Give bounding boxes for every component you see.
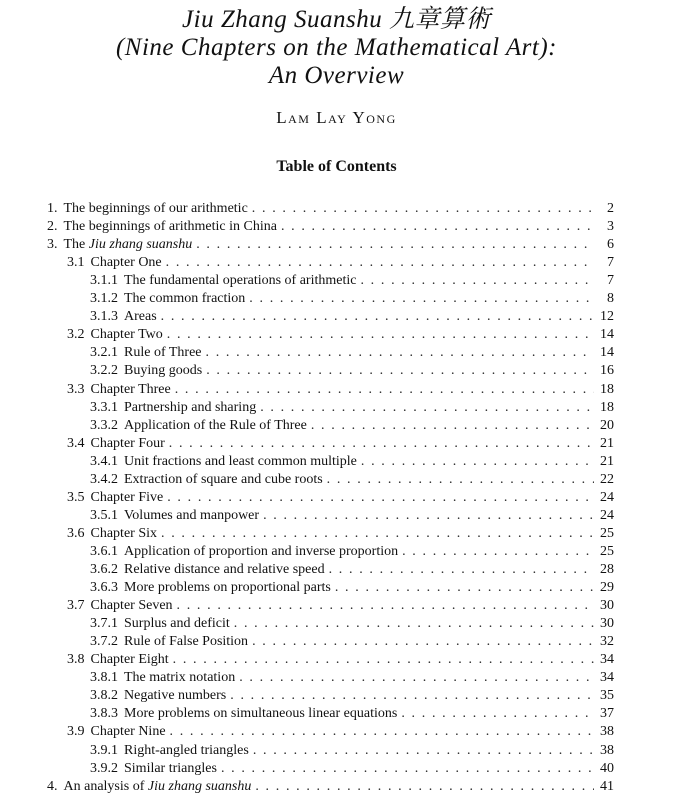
toc-entry-number: 3.1.1: [90, 273, 118, 289]
toc-leader-dots: [170, 723, 594, 741]
toc-entry[interactable]: [90, 633, 614, 651]
toc-entry-title-text: Chapter Eight: [90, 652, 169, 668]
title-line-3: An Overview: [268, 62, 405, 89]
toc-entry-number: 3.6.3: [90, 580, 118, 596]
toc-leader-dots: [234, 615, 594, 633]
toc-entry-title: [91, 254, 162, 272]
toc-entry[interactable]: [67, 489, 614, 507]
toc-leader-dots: [335, 579, 594, 597]
toc-entry-number: 3.2.1: [90, 345, 118, 361]
toc-entry-number: 3.7.1: [90, 616, 118, 632]
toc-leader-dots: [161, 308, 594, 326]
toc-entry[interactable]: [90, 272, 614, 290]
toc-entry-title: [124, 543, 398, 561]
toc-entry-title-text: Application of the Rule of Three: [124, 417, 307, 433]
toc-leader-dots: [175, 381, 594, 399]
toc-leader-dots: [253, 742, 594, 760]
toc-entry-page: 28: [600, 562, 614, 577]
toc-entry-title: [91, 597, 173, 615]
toc-entry-number: 3.4.2: [90, 471, 118, 487]
toc-entry-number: 2.: [47, 219, 58, 235]
toc-entry-page: 37: [600, 706, 614, 722]
toc-entry-page: 38: [600, 742, 614, 758]
toc-entry[interactable]: [90, 399, 614, 417]
toc-leader-dots: [255, 778, 594, 796]
toc-entry-number: 4.: [47, 778, 58, 794]
toc-entry-number: 3.4: [67, 435, 85, 451]
toc-entry-title-text: Chapter Two: [90, 327, 163, 343]
toc-entry-page: 24: [600, 507, 614, 523]
toc-leader-dots: [230, 687, 594, 705]
toc-entry-title: [64, 200, 248, 218]
toc-entry-page: 14: [600, 345, 614, 361]
toc-leader-dots: [167, 489, 594, 507]
toc-entry[interactable]: [90, 760, 614, 778]
toc-entry[interactable]: [90, 453, 614, 471]
toc-entry-title-text: Rule of Three: [124, 345, 202, 361]
toc-entry[interactable]: [47, 236, 614, 254]
toc-entry-title: [91, 435, 165, 453]
toc-entry-number: 3.5.1: [90, 507, 118, 523]
toc-leader-dots: [252, 633, 594, 651]
toc-entry-page: 8: [607, 291, 614, 307]
toc-entry-number: 3.8.3: [90, 706, 118, 722]
toc-entry-page: 21: [600, 435, 614, 451]
toc-entry[interactable]: [90, 615, 614, 633]
toc-heading: Table of Contents: [276, 158, 397, 175]
toc-entry[interactable]: [67, 525, 614, 543]
toc-entry-title: [124, 742, 249, 760]
toc-entry[interactable]: [90, 471, 614, 489]
toc-entry-number: 3.7.2: [90, 634, 118, 650]
toc-leader-dots: [311, 417, 594, 435]
toc-entry-title-text: The: [63, 237, 89, 253]
toc-entry-title-text: Chapter Three: [90, 381, 171, 397]
toc-entry-page: 20: [600, 417, 614, 433]
toc-entry-title: [124, 633, 248, 651]
toc-entry-title-text: An analysis of: [63, 778, 148, 794]
toc-entry-number: 3.1.3: [90, 309, 118, 325]
toc-leader-dots: [249, 290, 594, 308]
toc-entry-title-text: Chapter Six: [90, 525, 157, 541]
toc-entry-title-text: The beginnings of our arithmetic: [63, 201, 248, 216]
toc-entry-number: 3.6.1: [90, 543, 118, 559]
toc-entry-title: [124, 615, 230, 633]
toc-leader-dots: [166, 254, 594, 272]
toc-entry-title: [91, 723, 166, 741]
toc-entry[interactable]: [67, 326, 614, 344]
toc-entry-page: 3: [607, 219, 614, 235]
toc-leader-dots: [263, 507, 594, 525]
toc-entry-number: 3.1.2: [90, 291, 118, 307]
toc-leader-dots: [167, 326, 594, 344]
toc-entry[interactable]: [67, 254, 614, 272]
toc-entry-title-text: Chapter Seven: [90, 598, 173, 614]
toc-entry-number: 3.8: [67, 652, 85, 668]
toc-entry[interactable]: [90, 705, 614, 723]
toc-leader-dots: [260, 399, 594, 417]
toc-entry-page: 32: [600, 634, 614, 650]
toc-entry-number: 3.8.1: [90, 670, 118, 686]
toc-entry[interactable]: [67, 723, 614, 741]
toc-entry-title: [124, 760, 217, 778]
toc-entry-number: 3.2.2: [90, 363, 118, 379]
toc-entry-title: [124, 272, 356, 290]
toc-leader-dots: [169, 435, 594, 453]
toc-entry-number: 3.5: [67, 489, 85, 505]
toc-entry-page: 18: [600, 399, 614, 415]
toc-entry-page: 7: [607, 273, 614, 289]
title-line-2: (Nine Chapters on the Mathematical Art):: [115, 34, 557, 61]
toc-entry-page: 25: [600, 543, 614, 559]
toc-entry-page: 16: [600, 363, 614, 379]
toc-entry[interactable]: [90, 290, 614, 308]
toc-entry-title-text: The matrix notation: [124, 670, 236, 686]
toc-entry-title: [91, 489, 164, 507]
toc-entry-number: 3.3: [67, 381, 85, 397]
toc-entry-title-text: The fundamental operations of arithmetic: [124, 273, 357, 289]
toc-entry-title-text: Chapter Five: [90, 489, 164, 505]
toc-entry[interactable]: [47, 218, 614, 236]
toc-entry-page: 34: [600, 652, 614, 668]
toc-entry-title-text: Areas: [124, 309, 157, 325]
toc-leader-dots: [402, 543, 594, 561]
toc-entry-title: [124, 308, 157, 326]
toc-entry-page: 30: [600, 616, 614, 632]
toc-entry-title: [124, 687, 226, 705]
toc-entry-title-text: Partnership and sharing: [124, 399, 257, 415]
toc-entry[interactable]: [90, 561, 614, 579]
toc-entry-page: 6: [607, 237, 614, 253]
toc-entry-number: 1.: [47, 201, 58, 216]
toc-entry-number: 3.7: [67, 598, 85, 614]
toc-entry-title: [124, 579, 331, 597]
toc-entry-title: [124, 399, 256, 417]
toc-leader-dots: [327, 471, 594, 489]
toc-entry-title-text: Application of proportion and inverse proportion: [124, 543, 399, 559]
toc-leader-dots: [329, 561, 594, 579]
toc-entry-page: 24: [600, 489, 614, 505]
toc-leader-dots: [252, 200, 594, 218]
toc-entry-title: [124, 471, 323, 489]
toc-entry[interactable]: [67, 597, 614, 615]
toc-leader-dots: [401, 705, 594, 723]
toc-entry-number: 3.9: [67, 724, 85, 740]
toc-entry-title: [124, 453, 357, 471]
author-name: Lam Lay Yong: [276, 108, 397, 127]
toc-entry[interactable]: [47, 778, 614, 796]
toc-leader-dots: [206, 344, 595, 362]
toc-entry-number: 3.4.1: [90, 453, 118, 469]
toc-leader-dots: [177, 597, 594, 615]
toc-entry-page: 2: [607, 201, 614, 216]
toc-entry-title-text: Extraction of square and cube roots: [124, 471, 323, 487]
toc-entry[interactable]: [47, 200, 614, 218]
toc-entry[interactable]: [67, 381, 614, 399]
toc-entry-number: 3.3.2: [90, 417, 118, 433]
toc-entry-page: 14: [600, 327, 614, 343]
toc-entry-title: [64, 236, 193, 254]
toc-entry-page: 30: [600, 598, 614, 614]
toc-entry-page: 7: [607, 255, 614, 271]
toc-entry[interactable]: [67, 435, 614, 453]
toc-entry-title-text: More problems on simultaneous linear equations: [124, 706, 398, 722]
toc-leader-dots: [206, 362, 594, 380]
toc-entry-title: [124, 290, 245, 308]
toc-entry-title-text: Chapter Four: [90, 435, 165, 451]
toc-entry[interactable]: [90, 362, 614, 380]
toc-entry-page: 12: [600, 309, 614, 325]
toc-entry-number: 3.3.1: [90, 399, 118, 415]
toc-leader-dots: [281, 218, 594, 236]
toc-entry-title-italic: Jiu zhang suanshu: [88, 237, 193, 253]
toc-leader-dots: [221, 760, 594, 778]
toc-leader-dots: [196, 236, 594, 254]
toc-leader-dots: [360, 272, 594, 290]
toc-entry[interactable]: [90, 742, 614, 760]
toc-entry-number: 3.9.1: [90, 742, 118, 758]
toc-entry-title: [124, 669, 235, 687]
toc-entry-page: 40: [600, 760, 614, 776]
toc-entry-title-text: Surplus and deficit: [124, 616, 230, 632]
title-line-1: Jiu Zhang Suanshu 九章算術: [182, 6, 491, 33]
toc-leader-dots: [361, 453, 594, 471]
toc-entry-number: 3.1: [67, 255, 85, 271]
toc-entry[interactable]: [67, 651, 614, 669]
toc-entry-title-text: More problems on proportional parts: [124, 580, 331, 596]
toc-entry-title-text: Negative numbers: [124, 688, 227, 704]
toc-entry-page: 38: [600, 724, 614, 740]
toc-entry-page: 22: [600, 471, 614, 487]
toc-leader-dots: [173, 651, 594, 669]
toc-entry-title: [64, 778, 252, 796]
toc-entry-page: 18: [600, 381, 614, 397]
toc-entry-title-text: Unit fractions and least common multiple: [124, 453, 357, 469]
toc-entry-page: 34: [600, 670, 614, 686]
toc-entry-title-text: Right-angled triangles: [124, 742, 249, 758]
toc-entry-title: [124, 561, 325, 579]
toc-entry-title: [91, 381, 171, 399]
toc-entry-title: [124, 362, 202, 380]
toc-entry[interactable]: [90, 344, 614, 362]
toc-entry-title: [91, 525, 158, 543]
toc-entry-number: 3.8.2: [90, 688, 118, 704]
toc-entry-number: 3.6: [67, 525, 85, 541]
toc-entry-title-text: Chapter One: [90, 255, 162, 271]
toc-entry-title-text: Buying goods: [124, 363, 203, 379]
toc-entry[interactable]: [90, 308, 614, 326]
toc-entry[interactable]: [90, 417, 614, 435]
toc-entry-title-text: The beginnings of arithmetic in China: [63, 219, 277, 235]
toc-entry-title: [124, 705, 397, 723]
toc-entry-page: 25: [600, 525, 614, 541]
toc-entry-number: 3.2: [67, 327, 85, 343]
toc-entry-title-italic: Jiu zhang suanshu: [147, 778, 252, 794]
toc-leader-dots: [161, 525, 594, 543]
toc-entry[interactable]: [90, 543, 614, 561]
toc-entry-title: [91, 651, 169, 669]
toc-entry-page: 21: [600, 453, 614, 469]
toc-entry-title: [124, 507, 259, 525]
toc-entry-title-text: Relative distance and relative speed: [124, 562, 325, 577]
toc-entry-page: 29: [600, 580, 614, 596]
toc-entry[interactable]: [90, 507, 614, 525]
toc-entry-title: [91, 326, 163, 344]
toc-entry-title: [64, 218, 277, 236]
toc-leader-dots: [239, 669, 594, 687]
toc-entry[interactable]: [90, 579, 614, 597]
toc-entry-page: 41: [600, 778, 614, 794]
toc-entry-number: 3.: [47, 237, 58, 253]
toc-entry-title: [124, 417, 307, 435]
toc-entry[interactable]: [90, 669, 614, 687]
toc-entry-number: 3.6.2: [90, 562, 118, 577]
toc-entry-title-text: The common fraction: [124, 291, 246, 307]
toc-entry-number: 3.9.2: [90, 760, 118, 776]
toc-entry-page: 35: [600, 688, 614, 704]
toc-entry-title-text: Rule of False Position: [124, 634, 249, 650]
toc-entry-title-text: Similar triangles: [124, 760, 217, 776]
toc-entry-title-text: Volumes and manpower: [124, 507, 260, 523]
toc-entry-title: [124, 344, 202, 362]
toc-entry-title-text: Chapter Nine: [90, 724, 166, 740]
toc-entry[interactable]: [90, 687, 614, 705]
